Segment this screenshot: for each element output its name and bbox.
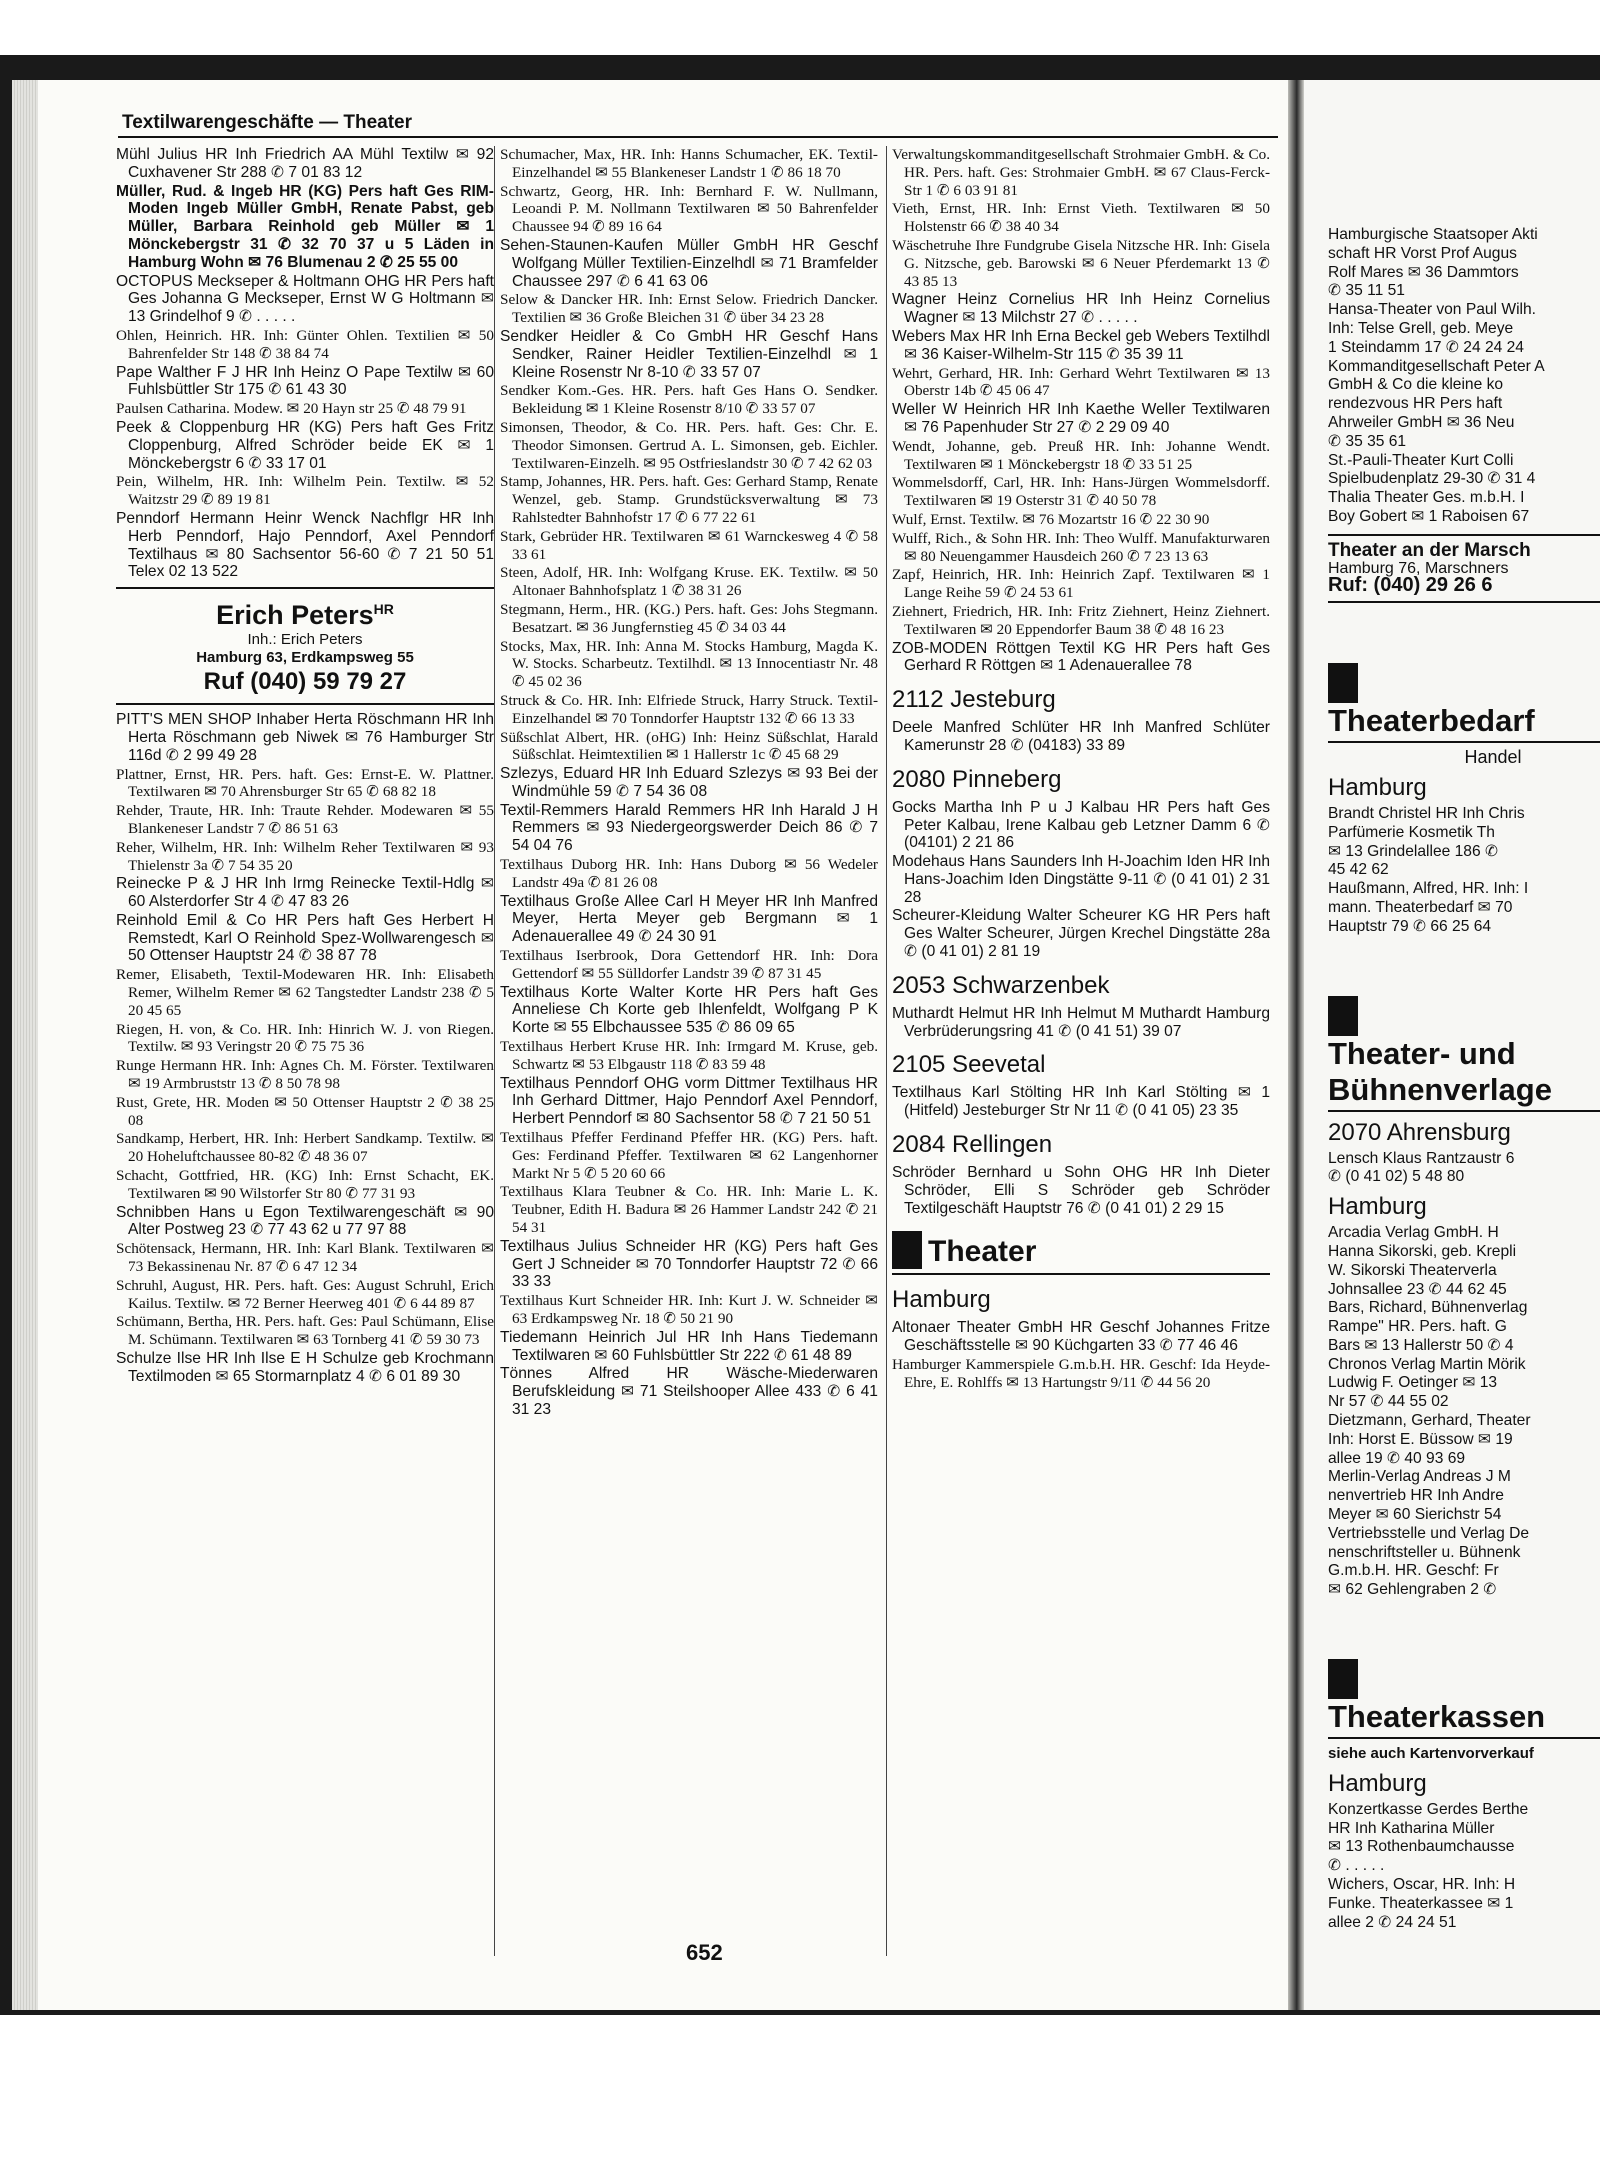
listing-entry: Thalia Theater Ges. m.b.H. I <box>1328 489 1525 507</box>
listing-entry: Parfümerie Kosmetik Th <box>1328 823 1495 841</box>
listing-entry: Kommanditgesellschaft Peter A <box>1328 357 1545 375</box>
listing-entry: Wäschetruhe Ihre Fundgrube Gisela Nitzsche HR. Inh: Gisela G. Nitzsche, geb. Barowski ✉ 6 Neuer Pferdemarkt 13 ✆ 43 85 13 <box>892 236 1270 290</box>
city-heading: Hamburg <box>1328 1193 1427 1221</box>
section-marker-square <box>1328 1659 1358 1699</box>
right-page-content <box>1328 226 1600 1932</box>
listing-entry: Rust, Grete, HR. Moden ✉ 50 Ottenser Hauptstr 2 ✆ 38 25 08 <box>116 1093 494 1129</box>
listing-entry: Rehder, Traute, HR. Inh: Traute Rehder. Modewaren ✉ 55 Blankeneser Landstr 7 ✆ 86 51 63 <box>116 802 494 837</box>
listing-entry: ✉ 13 Rothenbaumchausse <box>1328 1838 1515 1856</box>
listing-entry: Inh: Horst E. Büssow ✉ 19 <box>1328 1430 1513 1448</box>
listing-entry: Wulf, Ernst. Textilw. ✉ 76 Mozartstr 16 ✆ 22 30 90 <box>892 510 1210 528</box>
listing-entry: St.-Pauli-Theater Kurt Colli <box>1328 451 1514 469</box>
column-rule <box>886 146 887 1956</box>
listing-entry: Ludwig F. Oetinger ✉ 13 <box>1328 1374 1498 1392</box>
listing-entry: ✆ . . . . . <box>1328 1857 1385 1875</box>
right-ad-title: Theater an der Marsch <box>1328 539 1531 561</box>
city-heading: Hamburg <box>1328 773 1427 801</box>
listing-entry: Pape Walther F J HR Inh Heinz O Pape Textilw ✉ 60 Fuhlsbüttler Str 175 ✆ 61 43 30 <box>116 363 494 399</box>
section-theaterbedarf <box>1328 663 1600 703</box>
listing-entry: Konzertkasse Gerdes Berthe <box>1328 1800 1529 1818</box>
section-rule <box>892 1273 1270 1275</box>
listing-entry: Wagner Heinz Cornelius HR Inh Heinz Cornelius Wagner ✉ 13 Milchstr 27 ✆ . . . . . <box>892 291 1270 327</box>
listing-entry: Schumacher, Max, HR. Inh: Hanns Schumacher, EK. Textil-Einzelhandel ✉ 55 Blankeneser Landstr 1 ✆ 86 18 70 <box>500 146 878 181</box>
listing-entry: Simonsen, Theodor, & Co. HR. Pers. haft. Ges: Chr. E. Theodor Simonsen. Gertrud A. L. Simonsen, geb. Eichler. Textilwaren-Einzelh. ✉ 95 Ostfrieslandstr 30 ✆ 7 42 62 03 <box>500 418 878 472</box>
listing-entry: 1 Steindamm 17 ✆ 24 24 24 <box>1328 338 1524 356</box>
listing-entry: Schruhl, August, HR. Pers. haft. Ges: August Schruhl, Erich Kailus. Textilw. ✉ 72 Berner Heerweg 401 ✆ 6 44 89 87 <box>116 1276 494 1312</box>
city-heading: 2070 Ahrensburg <box>1328 1118 1511 1146</box>
listing-entry: Rolf Mares ✉ 36 Dammtors <box>1328 263 1519 281</box>
listing-entry: Vieth, Ernst, HR. Inh: Ernst Vieth. Textilwaren ✉ 50 Holstenstr 66 ✆ 38 40 34 <box>892 200 1270 236</box>
running-head: Textilwarengeschäfte — Theater <box>122 112 413 133</box>
city-heading: Hamburg <box>892 1286 991 1314</box>
listing-entry: Bars ✉ 13 Hallerstr 50 ✆ 4 <box>1328 1336 1514 1354</box>
listing-entry: Gocks Martha Inh P u J Kalbau HR Pers haft Ges Peter Kalbau, Irene Kalbau geb Letzner Damm 6 ✆ (04101) 2 21 86 <box>892 798 1270 852</box>
listing-entry: ✉ 13 Grindelallee 186 ✆ <box>1328 842 1499 860</box>
listing-entry: Sandkamp, Herbert, HR. Inh: Herbert Sandkamp. Textilw. ✉ 20 Hoheluftchaussee 80-82 ✆ 48 36 07 <box>116 1130 494 1166</box>
listing-entry: nenschriftsteller u. Bühnenk <box>1328 1543 1521 1561</box>
listing-entry: Hauptstr 79 ✆ 66 25 64 <box>1328 917 1492 935</box>
listing-entry: Textilhaus Penndorf OHG vorm Dittmer Textilhaus HR Inh Gerhard Dittmer, Hajo Penndorf Axel Penndorf, Herbert Penndorf ✉ 80 Sachsentor 58 ✆ 7 21 50 51 <box>500 1074 878 1128</box>
right-page-entries-top <box>1328 226 1600 526</box>
listing-entry: allee 2 ✆ 24 24 51 <box>1328 1913 1457 1931</box>
listing-entry: Rampe" HR. Pers. haft. G <box>1328 1318 1507 1336</box>
listing-entry: Schröder Bernhard u Sohn OHG HR Inh Dieter Schröder, Elli S Schröder geb Schröder Textilgeschäft Hauptstr 76 ✆ (0 41 01) 2 29 15 <box>892 1164 1270 1217</box>
listing-entry: Webers Max HR Inh Erna Beckel geb Webers Textilhdl ✉ 36 Kaiser-Wilhelm-Str 115 ✆ 35 39 11 <box>892 327 1270 363</box>
listing-entry: ✆ (0 41 02) 5 48 80 <box>1328 1168 1465 1186</box>
column-1 <box>116 146 494 1387</box>
head-rule <box>118 136 1278 138</box>
listing-entry: OCTOPUS Meckseper & Holtmann OHG HR Pers haft Ges Johanna G Meckseper, Ernst W G Holtmann ✉ 13 Grindelhof 9 ✆ . . . . . <box>116 272 494 326</box>
column-rule <box>494 146 495 1956</box>
listing-entry: Vertriebsstelle und Verlag De <box>1328 1524 1530 1542</box>
advertisement-box <box>116 587 494 705</box>
listing-entry: Wommelsdorff, Carl, HR. Inh: Hans-Jürgen Wommelsdorff. Textilwaren ✉ 19 Osterstr 31 ✆ 40 50 78 <box>892 474 1270 510</box>
city-heading: 2112 Jesteburg <box>892 686 1056 714</box>
listing-entry: Paulsen Catharina. Modew. ✉ 20 Hayn str 25 ✆ 48 79 91 <box>116 400 467 418</box>
ad-phone: Ruf (040) 59 79 27 <box>203 668 407 696</box>
listing-entry: ✆ 35 35 61 <box>1328 432 1407 450</box>
listing-entry: Sendker Heidler & Co GmbH HR Geschf Hans Sendker, Rainer Heidler Textilien-Einzelhdl ✉ 1 Kleine Rosenstr Nr 8-10 ✆ 33 57 07 <box>500 327 878 381</box>
city-heading: 2084 Rellingen <box>892 1131 1053 1159</box>
listing-entry: Stark, Gebrüder HR. Textilwaren ✉ 61 Warnckesweg 4 ✆ 58 33 61 <box>500 527 878 563</box>
section-marker-square <box>1328 996 1358 1036</box>
listing-entry: Meyer ✉ 60 Sierichstr 54 <box>1328 1506 1502 1524</box>
listing-entry: Scheurer-Kleidung Walter Scheurer KG HR Pers haft Ges Walter Scheurer, Jürgen Krechel Dingstätte 28a ✆ (0 41 01) 2 81 19 <box>892 907 1270 961</box>
listing-entry: Peek & Cloppenburg HR (KG) Pers haft Ges Fritz Cloppenburg, Alfred Schröder beide EK ✉ 1 Mönckebergstr 6 ✆ 33 17 01 <box>116 418 494 472</box>
listing-entry: Textilhaus Iserbrook, Dora Gettendorf HR. Inh: Dora Gettendorf ✉ 55 Sülldorfer Landstr 39 ✆ 87 31 45 <box>500 947 878 982</box>
listing-entry: allee 19 ✆ 40 93 69 <box>1328 1449 1466 1467</box>
listing-entry: Altonaer Theater GmbH HR Geschf Johannes Fritze Geschäftsstelle ✉ 90 Küchgarten 33 ✆ 77 46 46 <box>892 1319 1270 1355</box>
listing-entry: Lensch Klaus Rantzaustr 6 <box>1328 1149 1515 1167</box>
listing-entry: Wichers, Oscar, HR. Inh: H <box>1328 1876 1516 1894</box>
section-subtitle-handel: Handel <box>1464 747 1522 768</box>
listing-entry: Ohlen, Heinrich. HR. Inh: Günter Ohlen. Textilien ✉ 50 Bahrenfelder Str 148 ✆ 38 84 74 <box>116 326 494 362</box>
listing-entry: Textilhaus Herbert Kruse HR. Inh: Irmgard M. Kruse, geb. Schwartz ✉ 53 Elbgaustr 118 ✆ 83 59 48 <box>500 1038 878 1073</box>
listing-entry: Zapf, Heinrich, HR. Inh: Heinrich Zapf. Textilwaren ✉ 1 Lange Reihe 59 ✆ 24 53 61 <box>892 566 1270 602</box>
listing-entry: W. Sikorski Theaterverla <box>1328 1261 1497 1279</box>
listing-entry: Struck & Co. HR. Inh: Elfriede Struck, Harry Struck. Textil-Einzelhandel ✉ 70 Tonndorfer Hauptstr 132 ✆ 66 13 33 <box>500 691 878 727</box>
listing-entry: Johnsallee 23 ✆ 44 62 45 <box>1328 1280 1507 1298</box>
right-page-ad <box>1328 534 1600 603</box>
listing-entry: Schümann, Bertha, HR. Pers. haft. Ges: Paul Schümann, Elise M. Schümann. Textilwaren ✉ 63 Tornberg 41 ✆ 59 30 73 <box>116 1313 494 1349</box>
section-rule <box>1328 1110 1600 1112</box>
listing-entry: G.m.b.H. HR. Geschf: Fr <box>1328 1562 1499 1580</box>
ad-line: Hamburg 63, Erdkampsweg 55 <box>196 649 414 667</box>
listing-entry: schaft HR Vorst Prof Augus <box>1328 244 1517 262</box>
section-marker-square <box>1328 663 1358 703</box>
listing-entry: Muthardt Helmut HR Inh Helmut M Muthardt Hamburg Verbrüderungsring 41 ✆ (0 41 51) 39 07 <box>892 1004 1270 1040</box>
listing-entry: ZOB-MODEN Röttgen Textil KG HR Pers haft Ges Gerhard R Röttgen ✉ 1 Adenauerallee 78 <box>892 639 1270 675</box>
listing-entry: Remer, Elisabeth, Textil-Modewaren HR. Inh: Elisabeth Remer, Wilhelm Remer ✉ 62 Tangstedter Landstr 238 ✆ 5 20 45 65 <box>116 966 494 1019</box>
listing-entry: Textilhaus Karl Stölting HR Inh Karl Stölting ✉ 1 (Hitfeld) Jesteburger Str Nr 11 ✆ (0 41 05) 23 35 <box>892 1084 1270 1120</box>
listing-entry: 45 42 62 <box>1328 861 1389 879</box>
listing-entry: Boy Gobert ✉ 1 Raboisen 67 <box>1328 507 1530 525</box>
listing-entry: Weller W Heinrich HR Inh Kaethe Weller Textilwaren ✉ 76 Papenhuder Str 27 ✆ 2 29 09 40 <box>892 401 1270 436</box>
listing-entry: Hanna Sikorski, geb. Krepli <box>1328 1242 1517 1260</box>
listing-entry: Runge Hermann HR. Inh: Agnes Ch. M. Förster. Textilwaren ✉ 19 Armbruststr 13 ✆ 8 50 78 98 <box>116 1057 494 1093</box>
listing-entry: Deele Manfred Schlüter HR Inh Manfred Schlüter Kamerunstr 28 ✆ (04183) 33 89 <box>892 719 1270 754</box>
listing-entry: Pein, Wilhelm, HR. Inh: Wilhelm Pein. Textilw. ✉ 52 Waitzstr 29 ✆ 89 19 81 <box>116 473 494 509</box>
listing-entry: Modehaus Hans Saunders Inh H-Joachim Iden HR Inh Hans-Joachim Iden Dingstätte 9-11 ✆ (0 41 01) 2 31 28 <box>892 853 1270 906</box>
listing-entry: Textilhaus Julius Schneider HR (KG) Pers haft Ges Gert J Schneider ✉ 70 Tonndorfer Hauptstr 72 ✆ 66 33 33 <box>500 1237 878 1291</box>
city-heading: 2080 Pinneberg <box>892 765 1062 793</box>
listing-entry: Chronos Verlag Martin Mörik <box>1328 1355 1526 1373</box>
listing-entry: Textilhaus Pfeffer Ferdinand Pfeffer HR. (KG) Pers. haft. Ges: Ferdinand Pfeffer. Textilwaren ✉ 62 Langenhorner Markt Nr 5 ✆ 5 20 60 66 <box>500 1129 878 1182</box>
section-theater <box>892 1231 1270 1269</box>
right-page-entries-kassen <box>1328 1801 1600 1932</box>
listing-entry: PITT'S MEN SHOP Inhaber Herta Röschmann HR Inh Herta Röschmann geb Niwek ✉ 76 Hamburger Str 116d ✆ 2 99 49 28 <box>116 711 494 764</box>
section-title-buehnenverlage: Bühnenverlage <box>1328 1071 1552 1107</box>
section-rule <box>1328 741 1600 743</box>
listing-entry: nenvertrieb HR Inh Andre <box>1328 1487 1504 1505</box>
listing-entry: Tönnes Alfred HR Wäsche-Miederwaren Berufskleidung ✉ 71 Steilshooper Allee 433 ✆ 6 41 31 23 <box>500 1365 878 1418</box>
listing-entry: Funke. Theaterkassee ✉ 1 <box>1328 1894 1514 1912</box>
listing-entry: Süßschlat Albert, HR. (oHG) Inh: Heinz Süßschlat, Harald Süßschlat. Heimtextilien ✉ 1 Hallerstr 1c ✆ 45 68 29 <box>500 728 878 764</box>
listing-entry: Selow & Dancker HR. Inh: Ernst Selow. Friedrich Dancker. Textilien ✉ 36 Große Bleichen 31 ✆ über 34 23 28 <box>500 291 878 327</box>
listing-entry: Inh: Telse Grell, geb. Meye <box>1328 319 1514 337</box>
listing-entry: Stegmann, Herm., HR. (KG.) Pers. haft. Ges: Johs Stegmann. Besatzart. ✉ 36 Jungfernstieg 45 ✆ 34 03 44 <box>500 600 878 636</box>
section-title: Theater <box>928 1235 1037 1269</box>
listing-entry: Textilhaus Duborg HR. Inh: Hans Duborg ✉ 56 Wedeler Landstr 49a ✆ 81 26 08 <box>500 856 878 891</box>
page-number: 652 <box>686 1940 723 1965</box>
listing-entry: mann. Theaterbedarf ✉ 70 <box>1328 898 1513 916</box>
ad-company-name <box>116 593 494 631</box>
listing-entry: Hansa-Theater von Paul Wilh. <box>1328 301 1537 319</box>
ad-name-suffix: HR <box>373 601 394 618</box>
right-page-entries-verlage-2 <box>1328 1224 1600 1599</box>
listing-entry: Spielbudenplatz 29-30 ✆ 31 4 <box>1328 470 1536 488</box>
listing-entry: Schacht, Gottfried, HR. (KG) Inh: Ernst Schacht, EK. Textilwaren ✉ 90 Wilstorfer Str 80 ✆ 77 31 93 <box>116 1167 494 1202</box>
listing-entry: Textilhaus Kurt Schneider HR. Inh: Kurt J. W. Schneider ✉ 63 Erdkampsweg Nr. 18 ✆ 50 21 90 <box>500 1292 878 1327</box>
listing-entry: Reher, Wilhelm, HR. Inh: Wilhelm Reher Textilwaren ✉ 93 Thielenstr 3a ✆ 7 54 35 20 <box>116 838 494 874</box>
listing-entry: Szlezys, Eduard HR Inh Eduard Szlezys ✉ 93 Bei der Windmühle 59 ✆ 7 54 36 08 <box>500 765 878 800</box>
column-2 <box>500 146 878 1420</box>
listing-entry: Wehrt, Gerhard, HR. Inh: Gerhard Wehrt Textilwaren ✉ 13 Oberstr 14b ✆ 45 06 47 <box>892 364 1270 400</box>
section-rule <box>1328 1737 1600 1739</box>
section-note: siehe auch Kartenvorverkauf <box>1328 1745 1534 1763</box>
city-heading: 2105 Seevetal <box>892 1051 1046 1079</box>
listing-entry: Sehen-Staunen-Kaufen Müller GmbH HR Geschf Wolfgang Müller Textilien-Einzelhdl ✉ 71 Bramfelder Chaussee 297 ✆ 6 41 63 06 <box>500 236 878 290</box>
city-heading: Hamburg <box>1328 1769 1427 1797</box>
listing-entry: Hamburgische Staatsoper Akti <box>1328 226 1538 243</box>
right-page <box>1300 80 1600 2010</box>
listing-entry: Steen, Adolf, HR. Inh: Wolfgang Kruse. EK. Textilw. ✉ 50 Altonaer Bahnhofsplatz 1 ✆ 38 31 26 <box>500 564 878 600</box>
listing-entry: Reinhold Emil & Co HR Pers haft Ges Herbert H Remstedt, Karl O Reinhold Spez-Wollwarengesch ✉ 50 Ottenser Hauptstr 24 ✆ 38 87 78 <box>116 911 494 965</box>
section-title-theater-und: Theater- und <box>1328 1035 1516 1071</box>
listing-entry: Müller, Rud. & Ingeb HR (KG) Pers haft Ges RIM-Moden Ingeb Müller GmbH, Renate Pabst, geb Müller, Barbara Reinhold geb Müller ✉ 1 Mönckebergstr 31 ✆ 32 70 37 u 5 Läden in Hamburg Wohn ✉ 76 Blumenau 2 ✆ 25 55 00 <box>116 182 494 271</box>
listing-entry: Ziehnert, Friedrich, HR. Inh: Fritz Ziehnert, Heinz Ziehnert. Textilwaren ✉ 20 Eppendorfer Baum 38 ✆ 48 16 23 <box>892 602 1270 638</box>
listing-entry: Brandt Christel HR Inh Chris <box>1328 804 1525 822</box>
right-page-entries-bedarf <box>1328 805 1600 936</box>
listing-entry: GmbH & Co die kleine ko <box>1328 376 1504 394</box>
right-ad-phone: Ruf: (040) 29 26 6 <box>1328 574 1493 597</box>
listing-entry: Reinecke P & J HR Inh Irmg Reinecke Textil-Hdlg ✉ 60 Alsterdorfer Str 4 ✆ 47 83 26 <box>116 875 494 911</box>
listing-entry: Wulff, Rich., & Sohn HR. Inh: Theo Wulff. Manufakturwaren ✉ 80 Neuengammer Hausdeich 260 ✆ 7 23 13 63 <box>892 529 1270 565</box>
listing-entry: ✉ 62 Gehlengraben 2 ✆ <box>1328 1581 1497 1599</box>
listing-entry: Schnibben Hans u Egon Textilwarengeschäft ✉ 90 Alter Postweg 23 ✆ 77 43 62 u 77 97 88 <box>116 1203 494 1239</box>
listing-entry: Wendt, Johanne, geb. Preuß HR. Inh: Johanne Wendt. Textilwaren ✉ 1 Mönckebergstr 18 ✆ 33 51 25 <box>892 437 1270 473</box>
section-title-theaterbedarf: Theaterbedarf <box>1328 703 1535 739</box>
listing-entry: rendezvous HR Pers haft <box>1328 395 1503 413</box>
listing-entry: Verwaltungskommanditgesellschaft Strohmaier GmbH. & Co. HR. Pers. haft. Ges: Strohmaier GmbH. ✉ 67 Claus-Ferck-Str 1 ✆ 6 03 91 81 <box>892 146 1270 199</box>
listing-entry: Textilhaus Große Allee Carl H Meyer HR Inh Manfred Meyer, Herta Meyer geb Bergmann ✉ 1 Adenauerallee 49 ✆ 24 30 91 <box>500 892 878 946</box>
right-ad-line: Hamburg 76, Marschners <box>1328 559 1509 577</box>
book-spine <box>1288 80 1304 2010</box>
listing-entry: Ahrweiler GmbH ✉ 36 Neu <box>1328 413 1515 431</box>
listing-entry: Nr 57 ✆ 44 55 02 <box>1328 1393 1449 1411</box>
listing-entry: Plattner, Ernst, HR. Pers. haft. Ges: Ernst-E. W. Plattner. Textilwaren ✉ 70 Ahrensburger Str 65 ✆ 68 82 18 <box>116 765 494 801</box>
listing-entry: Textilhaus Korte Walter Korte HR Pers haft Ges Anneliese Ch Korte geb Ihlenfeldt, Wolfgang P K Korte ✉ 55 Elbchaussee 535 ✆ 86 09 65 <box>500 983 878 1037</box>
listing-entry: Riegen, H. von, & Co. HR. Inh: Hinrich W. J. von Riegen. Textilw. ✉ 93 Veringstr 20 ✆ 75 75 36 <box>116 1020 494 1056</box>
section-theaterkassen <box>1328 1659 1600 1699</box>
listing-entry: Schwartz, Georg, HR. Inh: Bernhard F. W. Nullmann, Leoandi P. M. Nollmann Textilwaren ✉ 50 Bahrenfelder Chaussee 94 ✆ 89 16 64 <box>500 182 878 236</box>
listing-entry: Mühl Julius HR Inh Friedrich AA Mühl Textilw ✉ 92 Cuxhavener Str 288 ✆ 7 01 83 12 <box>116 146 494 181</box>
listing-entry: Arcadia Verlag GmbH. H <box>1328 1224 1499 1242</box>
listing-entry: Textilhaus Klara Teubner & Co. HR. Inh: Marie L. K. Teubner, Edith H. Badura ✉ 26 Hammer Landstr 242 ✆ 21 54 31 <box>500 1183 878 1237</box>
listing-entry: Hamburger Kammerspiele G.m.b.H. HR. Geschf: Ida Heyde-Ehre, E. Rohlffs ✉ 13 Hartungstr 9/11 ✆ 44 56 20 <box>892 1356 1270 1391</box>
ad-line: Inh.: Erich Peters <box>247 631 363 649</box>
listing-entry: Stamp, Johannes, HR. Pers. haft. Ges: Gerhard Stamp, Renate Wenzel, geb. Stamp. Grundstücksverwaltung ✉ 73 Rahlstedter Bahnhofstr 17 ✆ 6 77 22 61 <box>500 473 878 526</box>
column-3 <box>892 146 1270 1393</box>
listing-entry: Penndorf Hermann Heinr Wenck Nachflgr HR Inh Herb Penndorf, Hajo Penndorf, Axel Penndorf Textilhaus ✉ 80 Sachsentor 56-60 ✆ 7 21 50 51 Telex 02 13 522 <box>116 509 494 581</box>
listing-entry: ✆ 35 11 51 <box>1328 282 1405 300</box>
city-heading: 2053 Schwarzenbek <box>892 971 1110 999</box>
listing-entry: Schötensack, Hermann, HR. Inh: Karl Blank. Textilwaren ✉ 73 Bekassinenau Nr. 87 ✆ 6 47 12 34 <box>116 1240 494 1276</box>
listing-entry: Dietzmann, Gerhard, Theater <box>1328 1412 1531 1430</box>
section-marker-square <box>892 1231 922 1269</box>
page-edge <box>12 80 38 2010</box>
listing-entry: Merlin-Verlag Andreas J M <box>1328 1468 1511 1486</box>
listing-entry: Schulze Ilse HR Inh Ilse E H Schulze geb Krochmann Textilmoden ✉ 65 Stormarnplatz 4 ✆ 6 01 89 30 <box>116 1350 494 1385</box>
listing-entry: Textil-Remmers Harald Remmers HR Inh Harald J H Remmers ✉ 93 Niedergeorgswerder Deich 86 ✆ 7 54 04 76 <box>500 801 878 855</box>
right-page-entries-verlage-1 <box>1328 1150 1600 1187</box>
listing-entry: Haußmann, Alfred, HR. Inh: I <box>1328 880 1529 898</box>
section-title-theaterkassen: Theaterkassen <box>1328 1699 1546 1735</box>
section-buehnenverlage <box>1328 996 1600 1036</box>
listing-entry: Sendker Kom.-Ges. HR. Pers. haft Ges Hans O. Sendker. Bekleidung ✉ 1 Kleine Rosenstr 8/10 ✆ 33 57 07 <box>500 382 878 418</box>
listing-entry: Bars, Richard, Bühnenverlag <box>1328 1299 1528 1317</box>
ad-name-text: Erich Peters <box>216 600 374 631</box>
listing-entry: HR Inh Katharina Müller <box>1328 1819 1495 1837</box>
listing-entry: Stocks, Max, HR. Inh: Anna M. Stocks Hamburg, Magda K. W. Stocks. Scharbeutz. Textilhdl. ✉ 13 Innocentiastr Nr. 48 ✆ 45 02 36 <box>500 637 878 691</box>
listing-entry: Tiedemann Heinrich Jul HR Inh Hans Tiedemann Textilwaren ✉ 60 Fuhlsbüttler Str 222 ✆ 61 48 89 <box>500 1328 878 1364</box>
